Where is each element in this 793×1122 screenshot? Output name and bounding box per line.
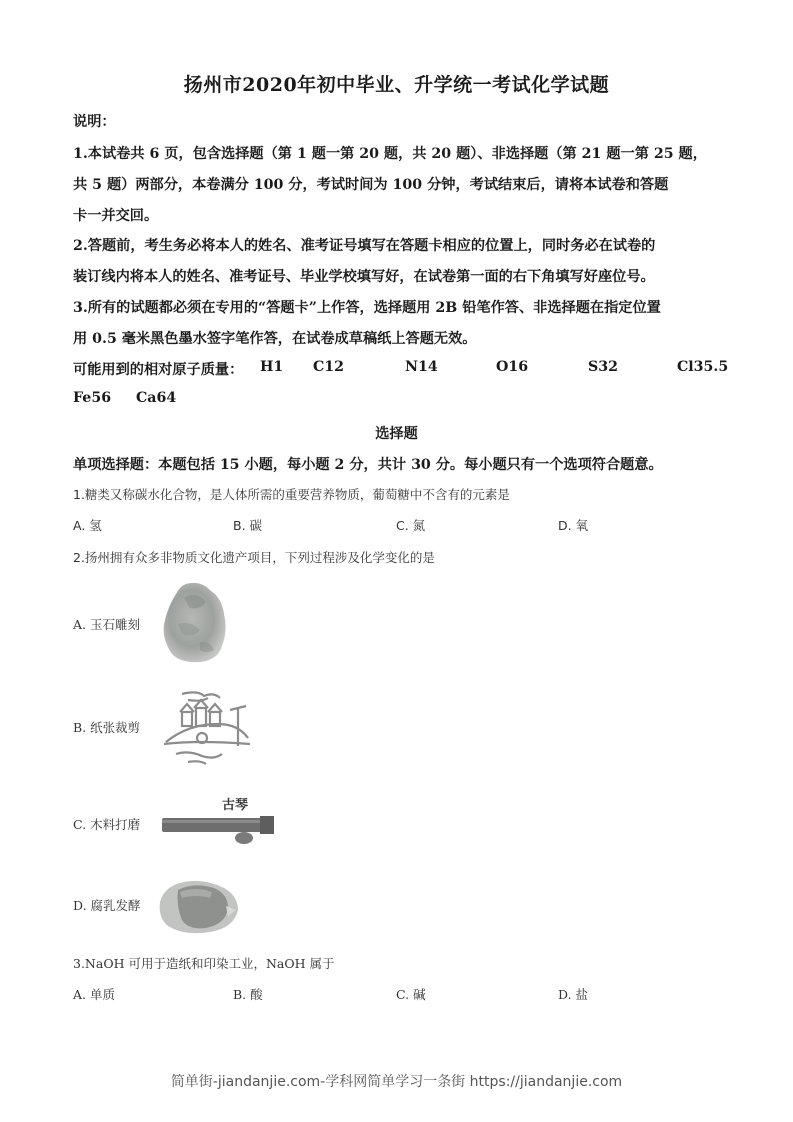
atomic-mass: Cl35.5 [677, 359, 729, 375]
atomic-masses-label: 可能用到的相对原子质量： [73, 362, 244, 378]
page-title: 扬州市2020年初中毕业、升学统一考试化学试题 [183, 74, 610, 96]
option-c: C. 木料打磨 [73, 817, 141, 832]
paper-cutting-image [158, 688, 256, 768]
instruction-line: 共 5 题）两部分，本卷满分 100 分，考试时间为 100 分钟，考试结束后，请将本试卷和答题 [73, 177, 669, 193]
instruction-line: 用 0.5 毫米黑色墨水签字笔作答，在试卷成草稿纸上答题无效。 [73, 331, 477, 347]
atomic-mass: Fe56 [73, 390, 112, 406]
footer-watermark: 简单街-jiandanjie.com-学科网简单学习一条街 https://jiandanjie.com [170, 1074, 623, 1090]
section-title: 选择题 [375, 426, 418, 442]
option-b: B. 碳 [233, 518, 263, 533]
instruction-line: 装订线内将本人的姓名、准考证号、毕业学校填写好，在试卷第一面的右下角填写好座位号。 [73, 269, 655, 285]
atomic-mass: N14 [405, 359, 438, 375]
atomic-mass: O16 [496, 359, 529, 375]
instruction-line: 1.本试卷共 6 页，包含选择题（第 1 题一第 20 题，共 20 题）、非选择题（第 21 题一第 25 题， [73, 146, 707, 162]
option-b: B. 纸张裁剪 [73, 720, 141, 735]
guqin-wood-image [160, 792, 280, 852]
atomic-mass: S32 [588, 359, 618, 375]
fermented-tofu-image [154, 872, 244, 938]
section-description: 单项选择题：本题包括 15 小题，每小题 2 分，共计 30 分。每小题只有一个选项符合题意。 [73, 457, 663, 473]
option-b: B. 酸 [233, 987, 263, 1002]
question-stem: 3.NaOH 可用于造纸和印染工业，NaOH 属于 [73, 956, 335, 971]
atomic-mass: C12 [313, 359, 345, 375]
atomic-mass: Ca64 [136, 390, 177, 406]
option-c: C. 碱 [396, 987, 426, 1002]
instruction-line: 卡一并交回。 [73, 208, 159, 224]
option-d: D. 盐 [558, 987, 589, 1002]
option-a: A. 单质 [73, 987, 115, 1002]
option-a: A. 玉石雕刻 [73, 617, 140, 632]
question-stem: 2.扬州拥有众多非物质文化遗产项目，下列过程涉及化学变化的是 [73, 550, 435, 565]
instruction-line: 3.所有的试题都必须在专用的“答题卡”上作答，选择题用 2B 铅笔作答、非选择题在指定位置 [73, 300, 661, 316]
question-stem: 1.糖类又称碳水化合物，是人体所需的重要营养物质，葡萄糖中不含有的元素是 [73, 487, 510, 502]
atomic-mass: H1 [260, 359, 284, 375]
instruction-line: 2.答题前，考生务必将本人的姓名、准考证号填写在答题卡相应的位置上，同时务必在试卷的 [73, 238, 656, 254]
option-c: C. 氮 [396, 518, 426, 533]
jade-carving-image [160, 580, 232, 664]
image-caption: 古琴 [222, 798, 249, 813]
option-a: A. 氢 [73, 518, 102, 533]
instructions-heading: 说明： [73, 114, 116, 130]
option-d: D. 腐乳发酵 [73, 898, 141, 913]
option-d: D. 氧 [558, 518, 589, 533]
